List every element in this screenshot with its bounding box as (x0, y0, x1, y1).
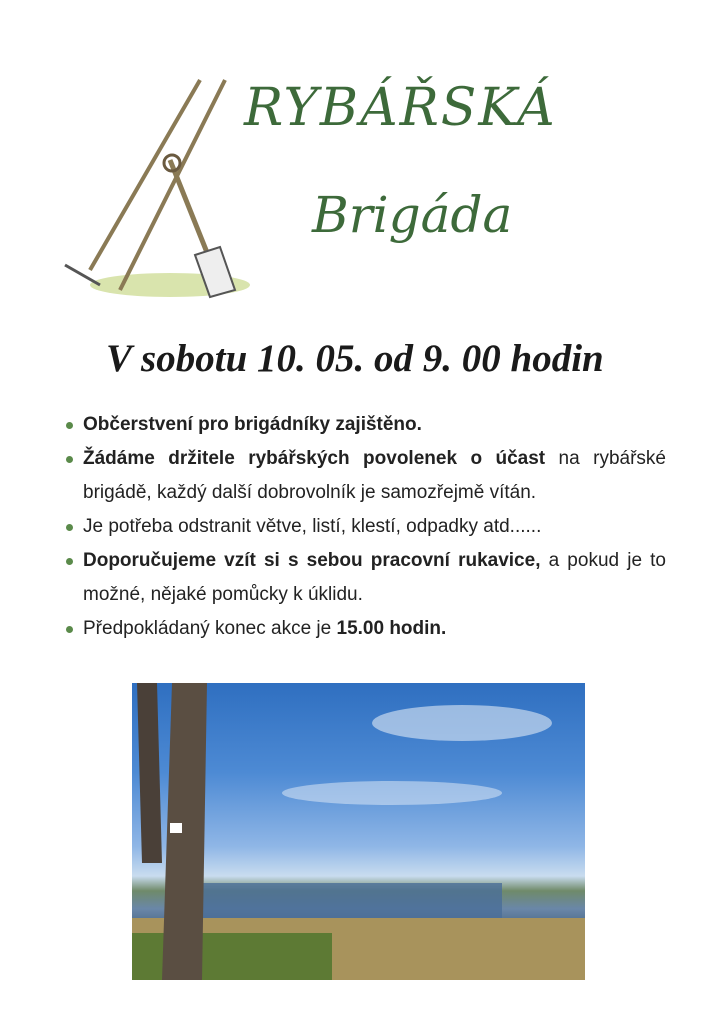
item-text: na rybářské brigádě, každý další dobrovolník je samozřejmě vítán. (83, 448, 666, 503)
list-item (64, 442, 666, 510)
garden-tools-illustration (60, 75, 255, 305)
list-item (64, 408, 666, 442)
event-date: V sobotu 10. 05. od 9. 00 hodin (106, 337, 604, 380)
item-bold: Žádáme držitele rybářských povolenek o účast (83, 448, 546, 469)
item-bold: Občerstvení pro brigádníky zajištěno. (83, 414, 422, 435)
title-line1: RYBÁŘSKÁ (244, 78, 557, 138)
list-item (64, 510, 666, 544)
item-bold: 15.00 hodin. (336, 618, 447, 639)
list-item (64, 544, 666, 612)
item-text: Je potřeba odstranit větve, listí, klestí, odpadky atd...... (83, 516, 542, 537)
title-line2: Brigáda (312, 186, 513, 244)
item-bold: Doporučujeme vzít si s sebou pracovní rukavice, (83, 550, 541, 571)
info-list (64, 408, 666, 646)
pond-photo (132, 683, 585, 980)
list-item (64, 612, 666, 646)
pond-scene (132, 683, 585, 980)
item-text: Předpokládaný konec akce je (83, 618, 337, 639)
item-text: a pokud je to možné, nějaké pomůcky k úklidu. (83, 550, 666, 605)
